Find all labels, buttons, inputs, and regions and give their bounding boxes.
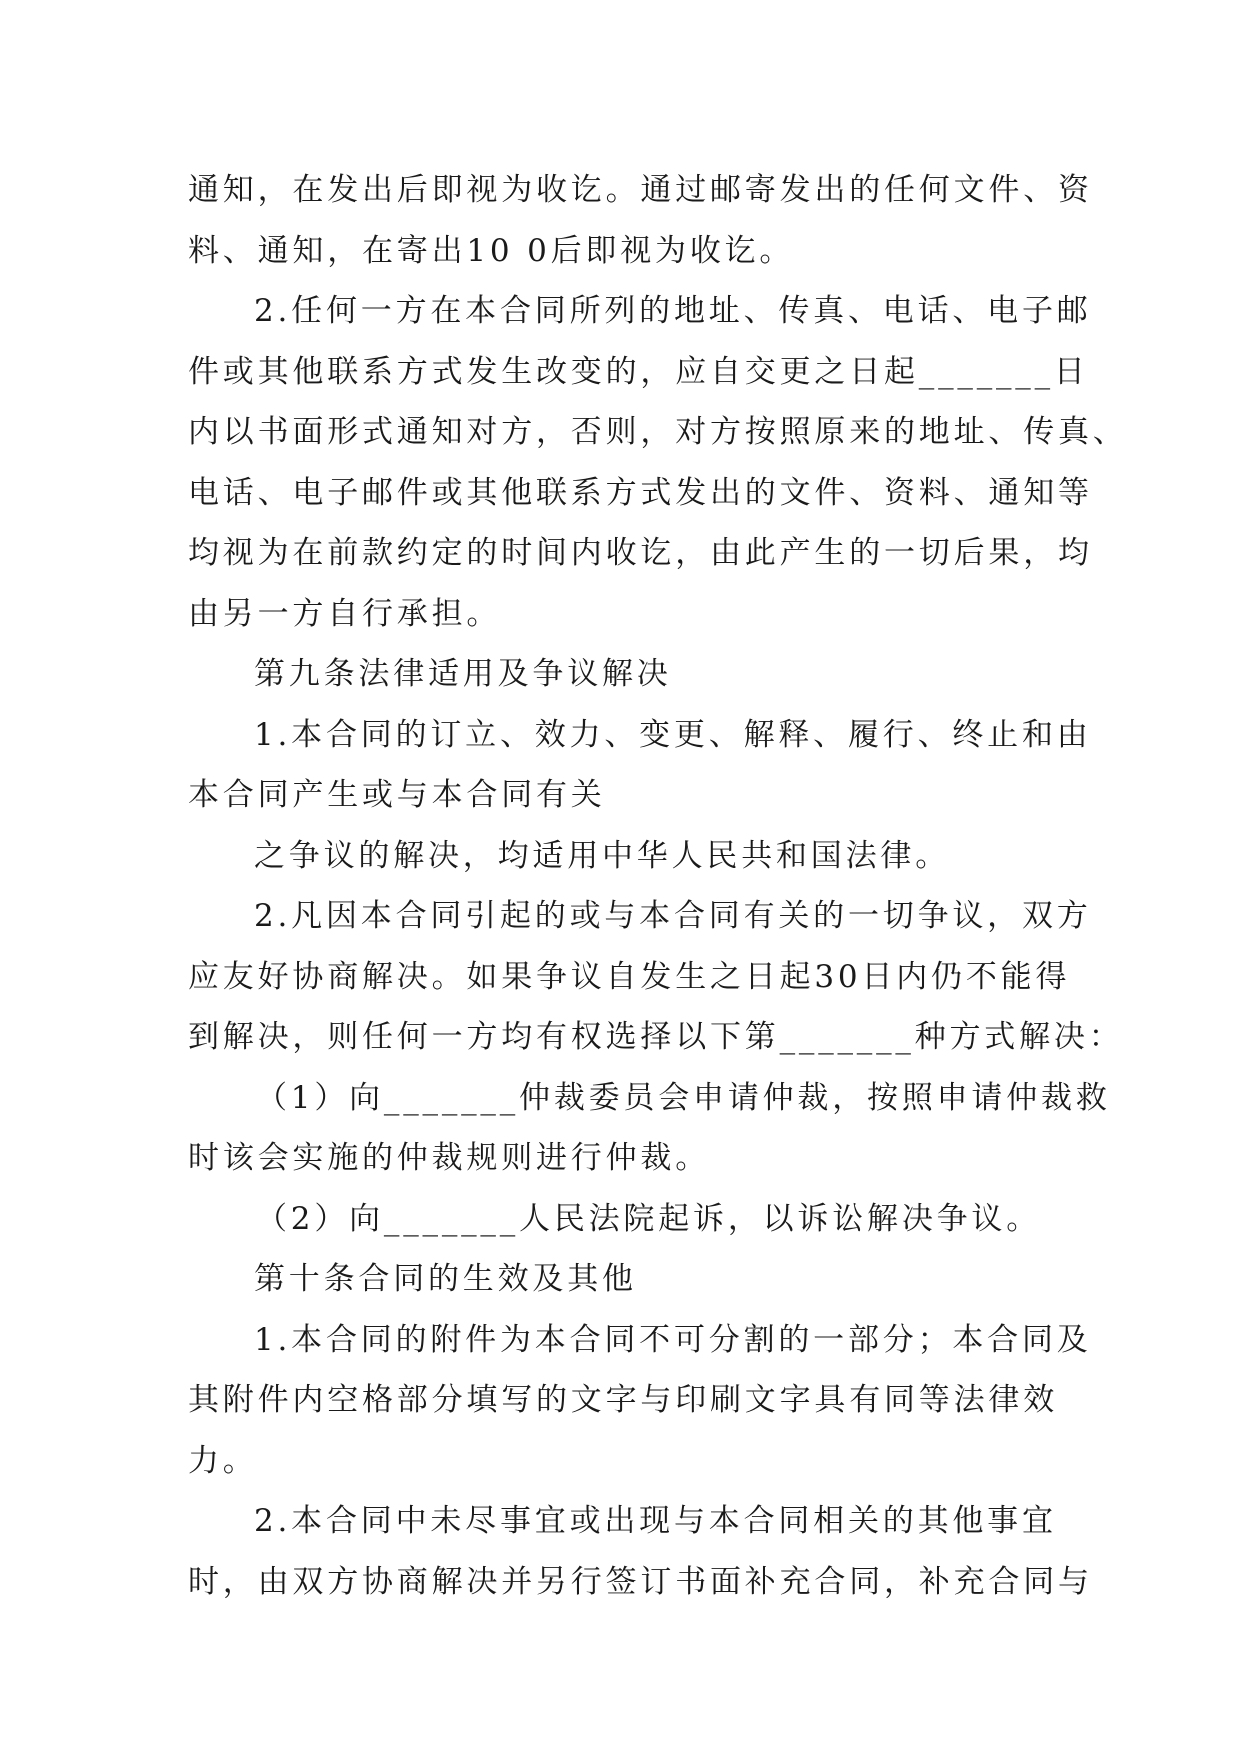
text-line: 到解决，则任何一方均有权选择以下第_______种方式解决：	[188, 1019, 1124, 1055]
text-line: 力。	[188, 1442, 258, 1479]
text-line: 电话、电子邮件或其他联系方式发出的文件、资料、通知等	[188, 474, 1093, 511]
text-line: 之争议的解决，均适用中华人民共和国法律。	[254, 837, 950, 874]
text-line: 时，由双方协商解决并另行签订书面补充合同，补充合同与	[188, 1563, 1093, 1600]
text-line: 2.任何一方在本合同所列的地址、传真、电话、电子邮	[254, 293, 1092, 329]
text-line: 件或其他联系方式发生改变的，应自交更之日起_______日	[188, 353, 1089, 390]
text-line: 料、通知，在寄出10 0后即视为收讫。	[188, 232, 795, 269]
text-line: 应友好协商解决。如果争议自发生之日起30日内仍不能得	[188, 958, 1071, 995]
text-line: （1）向_______仲裁委员会申请仲裁，按照申请仲裁救	[256, 1079, 1111, 1116]
text-line: 本合同产生或与本合同有关	[188, 777, 606, 813]
text-line: 由另一方自行承担。	[188, 595, 502, 632]
text-line: 2.本合同中未尽事宜或出现与本合同相关的其他事宜	[254, 1503, 1057, 1539]
text-line: 2.凡因本合同引起的或与本合同有关的一切争议，双方	[254, 898, 1092, 934]
text-line: 内以书面形式通知对方，否则，对方按照原来的地址、传真、	[188, 414, 1128, 450]
text-line: 通知，在发出后即视为收讫。通过邮寄发出的任何文件、资	[188, 172, 1093, 208]
text-line: 时该会实施的仲裁规则进行仲裁。	[188, 1140, 710, 1176]
text-line: 1.本合同的附件为本合同不可分割的一部分；本合同及	[254, 1321, 1092, 1358]
text-line: 均视为在前款约定的时间内收讫，由此产生的一切后果，均	[188, 535, 1093, 571]
text-line: 1.本合同的订立、效力、变更、解释、履行、终止和由	[254, 716, 1092, 753]
document-body	[188, 160, 1128, 1612]
text-line: （2）向_______人民法院起诉，以诉讼解决争议。	[256, 1200, 1042, 1237]
section-heading: 第十条合同的生效及其他	[254, 1261, 637, 1297]
section-heading: 第九条法律适用及争议解决	[254, 656, 672, 692]
text-line: 其附件内空格部分填写的文字与印刷文字具有同等法律效	[188, 1382, 1058, 1418]
